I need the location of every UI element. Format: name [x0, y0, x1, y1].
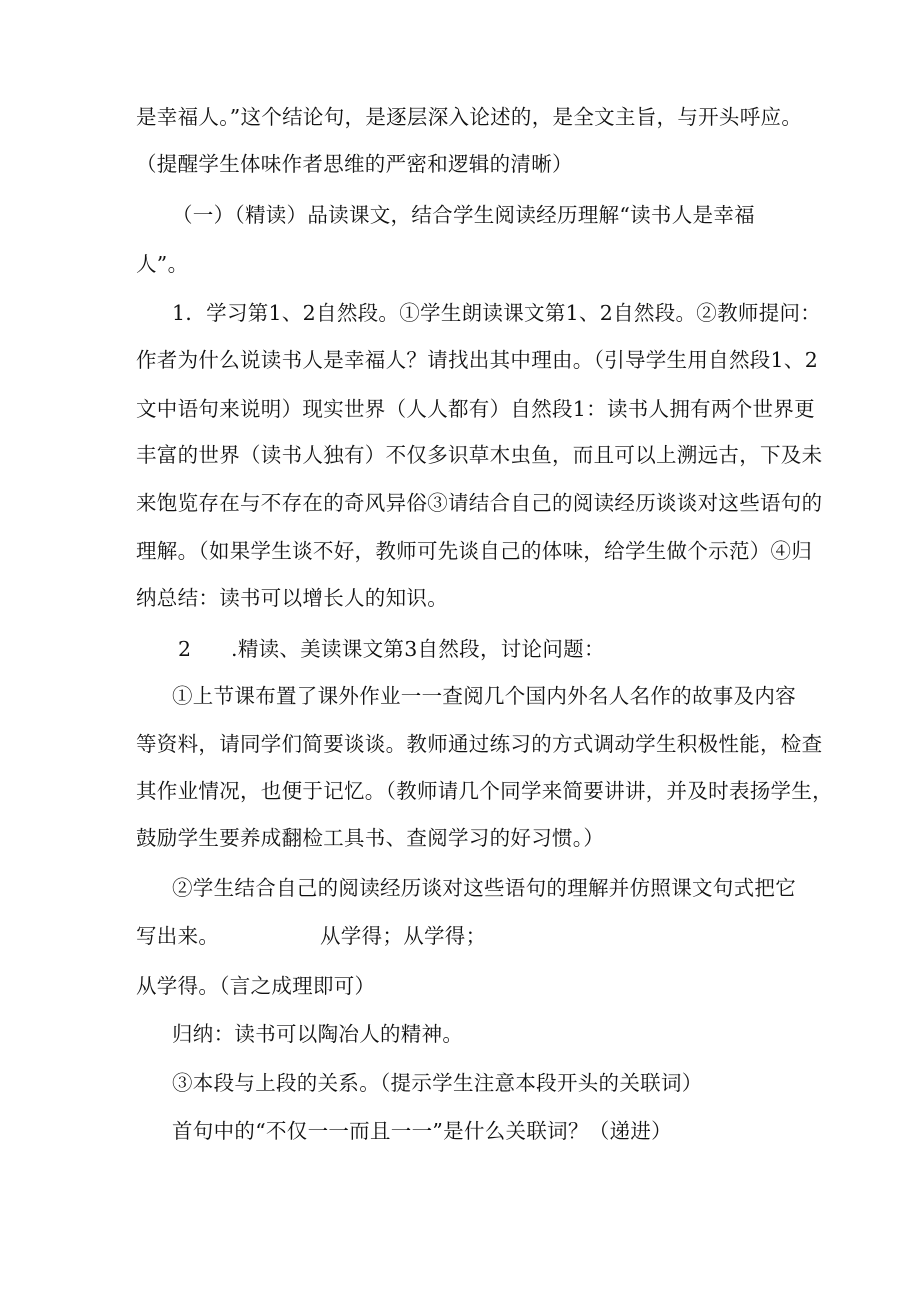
- section-heading: （一）（精读）品读课文，结合学生阅读经历理解“读书人是幸福: [172, 203, 755, 227]
- text-line: 1．学习第1、2自然段。①学生朗读课文第1、2自然段。②教师提问：: [172, 301, 822, 325]
- text-line: 是幸福人。”这个结论句，是逐层深入论述的，是全文主旨，与开头呼应。: [136, 105, 803, 129]
- text-line: 来饱览存在与不存在的奇风异俗③请结合自己的阅读经历谈谈对这些语句的: [136, 491, 823, 515]
- text-line: ①上节课布置了课外作业一一查阅几个国内外名人名作的故事及内容: [172, 684, 796, 708]
- text-line: .精读、美读课文第3自然段，讨论问题：: [231, 637, 605, 661]
- text-line: 等资料，请同学们简要谈谈。教师通过练习的方式调动学生积极性能，检查: [136, 732, 823, 756]
- text-line: 纳总结：读书可以增长人的知识。: [136, 586, 448, 610]
- text-line: 从学得。（言之成理即可）: [136, 974, 376, 998]
- text-line: 鼓励学生要养成翻检工具书、查阅学习的好习惯。）: [136, 826, 605, 850]
- text-line: 文中语句来说明）现实世界（人人都有）自然段1：读书人拥有两个世界更: [136, 397, 815, 421]
- text-line: 首句中的“不仅一一而且一一”是什么关联词？（递进）: [172, 1119, 672, 1143]
- text-line: 归纳：读书可以陶冶人的精神。: [172, 1022, 464, 1046]
- text-line: ③本段与上段的关系。（提示学生注意本段开头的关联词）: [172, 1071, 703, 1095]
- text-line: 理解。（如果学生谈不好，教师可先谈自己的体味，给学生做个示范）④归: [136, 539, 813, 563]
- text-line: 从学得；从学得；: [320, 924, 487, 948]
- text-line: ②学生结合自己的阅读经历谈对这些语句的理解并仿照课文句式把它: [172, 876, 796, 900]
- text-line: 丰富的世界（读书人独有）不仅多识草木虫鱼，而且可以上溯远古，下及未: [136, 443, 823, 467]
- text-line: （提醒学生体味作者思维的严密和逻辑的清晰）: [136, 152, 573, 176]
- item-number: 2: [178, 637, 192, 661]
- text-line: 其作业情况，也便于记忆。（教师请几个同学来简要讲讲，并及时表扬学生，: [136, 779, 833, 803]
- text-line: 人”。: [136, 252, 189, 276]
- text-line: 作者为什么说读书人是幸福人？请找出其中理由。（引导学生用自然段1、2: [136, 348, 819, 372]
- text-line: 写出来。: [136, 924, 220, 948]
